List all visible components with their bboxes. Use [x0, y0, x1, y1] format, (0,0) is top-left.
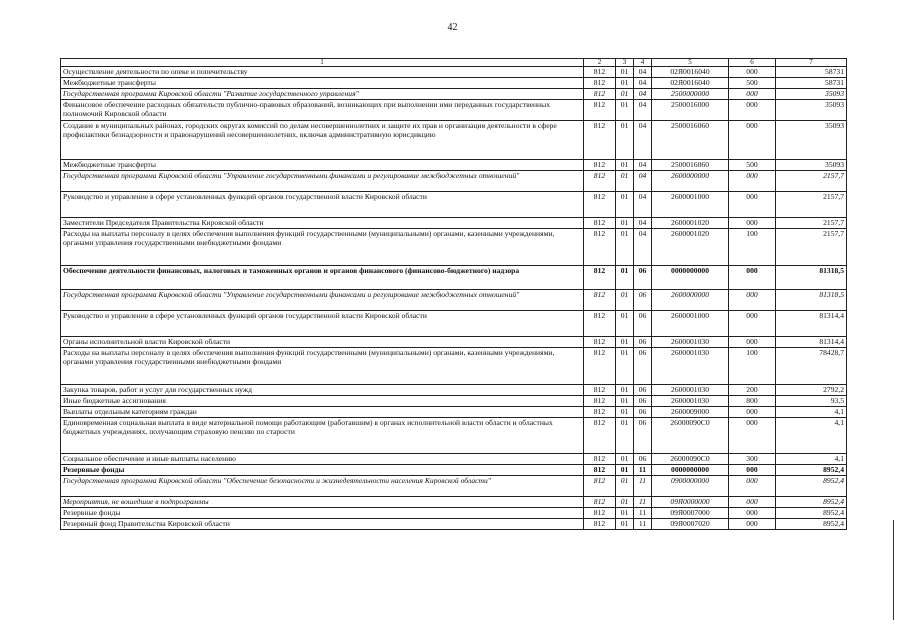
table-row — [61, 171, 847, 192]
row-csr-cell: 2600001030 — [652, 385, 729, 396]
scan-artifact-line — [893, 520, 894, 620]
row-ved-cell: 812 — [584, 348, 616, 385]
row-rz-cell: 01 — [616, 407, 634, 418]
row-name-cell: Резервные фонды — [61, 508, 584, 519]
row-csr-cell: 0000000000 — [652, 266, 729, 290]
row-csr-cell: 09Я0007000 — [652, 508, 729, 519]
table-row — [61, 385, 847, 396]
row-name-cell: Расходы на выплаты персоналу в целях обеспечения выполнения функций государственными (муниципальными) органами, казенными учреждениями, органами управления государственными внебюджетными фондами — [61, 348, 584, 385]
row-ved-cell: 812 — [584, 67, 616, 78]
table-row — [61, 160, 847, 171]
row-name-cell: Создание в муниципальных районах, городских округах комиссий по делам несовершеннолетних и защите их прав и организация деятельности в сфере профилактики безнадзорности и правонарушений несовершеннолетних, включая административную юрисдикцию — [61, 121, 584, 160]
table-body — [61, 67, 847, 530]
table-row — [61, 497, 847, 508]
row-pr-cell: 06 — [634, 337, 652, 348]
row-ved-cell: 812 — [584, 160, 616, 171]
row-csr-cell: 2600000000 — [652, 171, 729, 192]
row-vr-cell: 000 — [729, 89, 776, 100]
row-rz-cell: 01 — [616, 311, 634, 337]
row-sum-cell: 8952,4 — [776, 497, 847, 508]
row-vr-cell: 000 — [729, 337, 776, 348]
row-csr-cell: 26000090С0 — [652, 454, 729, 465]
row-pr-cell: 04 — [634, 229, 652, 266]
row-pr-cell: 11 — [634, 508, 652, 519]
row-rz-cell: 01 — [616, 290, 634, 311]
row-pr-cell: 11 — [634, 497, 652, 508]
row-rz-cell: 01 — [616, 418, 634, 454]
row-rz-cell: 01 — [616, 454, 634, 465]
row-csr-cell: 2600009000 — [652, 407, 729, 418]
row-vr-cell: 000 — [729, 497, 776, 508]
row-name-cell: Межбюджетные трансферты — [61, 78, 584, 89]
header-col-4: 4 — [634, 59, 652, 67]
row-vr-cell: 000 — [729, 407, 776, 418]
row-csr-cell: 2600001030 — [652, 337, 729, 348]
row-rz-cell: 01 — [616, 78, 634, 89]
row-ved-cell: 812 — [584, 519, 616, 530]
row-vr-cell: 000 — [729, 311, 776, 337]
row-rz-cell: 01 — [616, 192, 634, 218]
table-row — [61, 337, 847, 348]
row-csr-cell: 0900000000 — [652, 476, 729, 497]
row-pr-cell: 04 — [634, 192, 652, 218]
row-csr-cell: 0000000000 — [652, 465, 729, 476]
row-rz-cell: 01 — [616, 396, 634, 407]
row-name-cell: Государственная программа Кировской области "Обеспечение безопасности и жизнедеятельности населения Кировской области" — [61, 476, 584, 497]
table-row — [61, 348, 847, 385]
row-pr-cell: 06 — [634, 311, 652, 337]
row-pr-cell: 04 — [634, 100, 652, 121]
row-rz-cell: 01 — [616, 229, 634, 266]
row-ved-cell: 812 — [584, 218, 616, 229]
row-vr-cell: 500 — [729, 78, 776, 89]
row-vr-cell: 000 — [729, 519, 776, 530]
row-csr-cell: 2600001030 — [652, 396, 729, 407]
row-pr-cell: 06 — [634, 454, 652, 465]
row-rz-cell: 01 — [616, 67, 634, 78]
row-rz-cell: 01 — [616, 100, 634, 121]
table-row — [61, 218, 847, 229]
budget-table — [60, 58, 847, 530]
row-sum-cell: 81314,4 — [776, 311, 847, 337]
row-pr-cell: 04 — [634, 78, 652, 89]
row-vr-cell: 100 — [729, 229, 776, 266]
row-csr-cell: 02Я0016040 — [652, 78, 729, 89]
row-ved-cell: 812 — [584, 396, 616, 407]
row-ved-cell: 812 — [584, 89, 616, 100]
row-sum-cell: 2157,7 — [776, 218, 847, 229]
row-vr-cell: 000 — [729, 476, 776, 497]
row-vr-cell: 000 — [729, 508, 776, 519]
table-row — [61, 454, 847, 465]
row-sum-cell: 58731 — [776, 67, 847, 78]
row-csr-cell: 2500000000 — [652, 89, 729, 100]
row-name-cell: Социальное обеспечение и иные выплаты населению — [61, 454, 584, 465]
table-row — [61, 407, 847, 418]
row-pr-cell: 04 — [634, 218, 652, 229]
row-rz-cell: 01 — [616, 337, 634, 348]
row-sum-cell: 8952,4 — [776, 508, 847, 519]
row-sum-cell: 35093 — [776, 89, 847, 100]
header-col-1: 1 — [61, 59, 584, 67]
row-vr-cell: 000 — [729, 192, 776, 218]
row-pr-cell: 06 — [634, 266, 652, 290]
row-ved-cell: 812 — [584, 454, 616, 465]
row-ved-cell: 812 — [584, 418, 616, 454]
row-name-cell: Межбюджетные трансферты — [61, 160, 584, 171]
row-pr-cell: 06 — [634, 290, 652, 311]
row-vr-cell: 300 — [729, 454, 776, 465]
row-pr-cell: 04 — [634, 121, 652, 160]
row-ved-cell: 812 — [584, 266, 616, 290]
row-sum-cell: 35093 — [776, 121, 847, 160]
row-sum-cell: 4,1 — [776, 407, 847, 418]
row-name-cell: Расходы на выплаты персоналу в целях обеспечения выполнения функций государственными (муниципальными) органами, казенными учреждениями, органами управления государственными внебюджетными фондами — [61, 229, 584, 266]
table-row — [61, 476, 847, 497]
row-pr-cell: 04 — [634, 160, 652, 171]
row-sum-cell: 93,5 — [776, 396, 847, 407]
row-name-cell: Государственная программа Кировской области "Развитие государственного управления" — [61, 89, 584, 100]
row-csr-cell: 02Я0016040 — [652, 67, 729, 78]
table-row — [61, 78, 847, 89]
row-pr-cell: 06 — [634, 348, 652, 385]
table-row — [61, 418, 847, 454]
header-col-6: 6 — [729, 59, 776, 67]
header-col-7: 7 — [776, 59, 847, 67]
row-sum-cell: 4,1 — [776, 454, 847, 465]
table-row — [61, 100, 847, 121]
row-rz-cell: 01 — [616, 508, 634, 519]
header-row — [61, 59, 847, 67]
row-ved-cell: 812 — [584, 171, 616, 192]
row-ved-cell: 812 — [584, 337, 616, 348]
table-row — [61, 229, 847, 266]
row-rz-cell: 01 — [616, 171, 634, 192]
row-name-cell: Финансовое обеспечение расходных обязательств публично-правовых образований, возникающих при выполнении ими переданных государственных полномочий Кировской области — [61, 100, 584, 121]
table-row — [61, 519, 847, 530]
table-row — [61, 67, 847, 78]
row-name-cell: Обеспечение деятельности финансовых, налоговых и таможенных органов и органов финансового (финансово-бюджетного) надзора — [61, 266, 584, 290]
row-rz-cell: 01 — [616, 121, 634, 160]
row-ved-cell: 812 — [584, 508, 616, 519]
table-row — [61, 396, 847, 407]
row-csr-cell: 2600000000 — [652, 290, 729, 311]
row-pr-cell: 11 — [634, 519, 652, 530]
row-vr-cell: 000 — [729, 465, 776, 476]
table-row — [61, 311, 847, 337]
row-csr-cell: 2600001020 — [652, 218, 729, 229]
table-row — [61, 290, 847, 311]
row-name-cell: Единовременная социальная выплата в виде материальной помощи работающим (работавшим) в органах исполнительной власти области и областных бюджетных учреждениях, получающим страховую пенсию по старости — [61, 418, 584, 454]
row-vr-cell: 100 — [729, 348, 776, 385]
row-ved-cell: 812 — [584, 192, 616, 218]
row-sum-cell: 2157,7 — [776, 192, 847, 218]
row-sum-cell: 8952,4 — [776, 476, 847, 497]
row-sum-cell: 35093 — [776, 160, 847, 171]
row-csr-cell: 09Я0000000 — [652, 497, 729, 508]
row-rz-cell: 01 — [616, 89, 634, 100]
row-pr-cell: 04 — [634, 67, 652, 78]
row-vr-cell: 000 — [729, 218, 776, 229]
row-sum-cell: 2157,7 — [776, 229, 847, 266]
row-pr-cell: 04 — [634, 171, 652, 192]
row-csr-cell: 2600001000 — [652, 192, 729, 218]
row-vr-cell: 000 — [729, 67, 776, 78]
row-vr-cell: 200 — [729, 385, 776, 396]
row-sum-cell: 2792,2 — [776, 385, 847, 396]
row-pr-cell: 04 — [634, 89, 652, 100]
row-vr-cell: 000 — [729, 418, 776, 454]
table-row — [61, 89, 847, 100]
row-sum-cell: 4,1 — [776, 418, 847, 454]
row-name-cell: Государственная программа Кировской области "Управление государственными финансами и регулирование межбюджетных отношений" — [61, 290, 584, 311]
row-sum-cell: 81314,4 — [776, 337, 847, 348]
row-pr-cell: 06 — [634, 418, 652, 454]
row-ved-cell: 812 — [584, 465, 616, 476]
row-name-cell: Резервные фонды — [61, 465, 584, 476]
row-rz-cell: 01 — [616, 519, 634, 530]
row-csr-cell: 2600001030 — [652, 348, 729, 385]
row-csr-cell: 09Я0007020 — [652, 519, 729, 530]
row-ved-cell: 812 — [584, 497, 616, 508]
row-name-cell: Заместители Председателя Правительства Кировской области — [61, 218, 584, 229]
row-vr-cell: 000 — [729, 121, 776, 160]
row-name-cell: Выплаты отдельным категориям граждан — [61, 407, 584, 418]
row-name-cell: Государственная программа Кировской области "Управление государственными финансами и регулирование межбюджетных отношений" — [61, 171, 584, 192]
row-sum-cell: 8952,4 — [776, 519, 847, 530]
row-ved-cell: 812 — [584, 385, 616, 396]
row-sum-cell: 81318,5 — [776, 290, 847, 311]
row-ved-cell: 812 — [584, 100, 616, 121]
row-rz-cell: 01 — [616, 266, 634, 290]
row-pr-cell: 11 — [634, 465, 652, 476]
row-pr-cell: 06 — [634, 396, 652, 407]
row-sum-cell: 35093 — [776, 100, 847, 121]
row-ved-cell: 812 — [584, 78, 616, 89]
row-rz-cell: 01 — [616, 476, 634, 497]
row-ved-cell: 812 — [584, 407, 616, 418]
row-name-cell: Руководство и управление в сфере установленных функций органов государственной власти Кировской области — [61, 192, 584, 218]
row-name-cell: Закупка товаров, работ и услуг для государственных нужд — [61, 385, 584, 396]
row-rz-cell: 01 — [616, 160, 634, 171]
row-ved-cell: 812 — [584, 229, 616, 266]
row-pr-cell: 11 — [634, 476, 652, 497]
row-rz-cell: 01 — [616, 385, 634, 396]
row-sum-cell: 2157,7 — [776, 171, 847, 192]
row-pr-cell: 06 — [634, 407, 652, 418]
row-rz-cell: 01 — [616, 465, 634, 476]
row-ved-cell: 812 — [584, 121, 616, 160]
row-csr-cell: 2500016060 — [652, 160, 729, 171]
table-row — [61, 192, 847, 218]
row-pr-cell: 06 — [634, 385, 652, 396]
row-name-cell: Иные бюджетные ассигнования — [61, 396, 584, 407]
row-rz-cell: 01 — [616, 218, 634, 229]
row-ved-cell: 812 — [584, 290, 616, 311]
row-name-cell: Осуществление деятельности по опеке и попечительству — [61, 67, 584, 78]
row-sum-cell: 8952,4 — [776, 465, 847, 476]
row-csr-cell: 2500016000 — [652, 100, 729, 121]
row-sum-cell: 81318,5 — [776, 266, 847, 290]
row-rz-cell: 01 — [616, 497, 634, 508]
row-vr-cell: 000 — [729, 266, 776, 290]
row-vr-cell: 000 — [729, 290, 776, 311]
row-csr-cell: 2500016060 — [652, 121, 729, 160]
row-rz-cell: 01 — [616, 348, 634, 385]
row-vr-cell: 000 — [729, 100, 776, 121]
row-sum-cell: 78428,7 — [776, 348, 847, 385]
table-row — [61, 465, 847, 476]
row-csr-cell: 2600001000 — [652, 311, 729, 337]
row-vr-cell: 500 — [729, 160, 776, 171]
table-row — [61, 266, 847, 290]
row-vr-cell: 000 — [729, 171, 776, 192]
page-number: 42 — [447, 22, 458, 33]
header-col-5: 5 — [652, 59, 729, 67]
row-name-cell: Мероприятия, не вошедшие в подпрограммы — [61, 497, 584, 508]
row-name-cell: Резервный фонд Правительства Кировской области — [61, 519, 584, 530]
header-col-2: 2 — [584, 59, 616, 67]
header-col-3: 3 — [616, 59, 634, 67]
row-csr-cell: 26000090С0 — [652, 418, 729, 454]
row-name-cell: Органы исполнительной власти Кировской области — [61, 337, 584, 348]
row-csr-cell: 2600001020 — [652, 229, 729, 266]
row-ved-cell: 812 — [584, 311, 616, 337]
row-name-cell: Руководство и управление в сфере установленных функций органов государственной власти Кировской области — [61, 311, 584, 337]
row-ved-cell: 812 — [584, 476, 616, 497]
row-vr-cell: 800 — [729, 396, 776, 407]
row-sum-cell: 58731 — [776, 78, 847, 89]
table-row — [61, 121, 847, 160]
table-row — [61, 508, 847, 519]
